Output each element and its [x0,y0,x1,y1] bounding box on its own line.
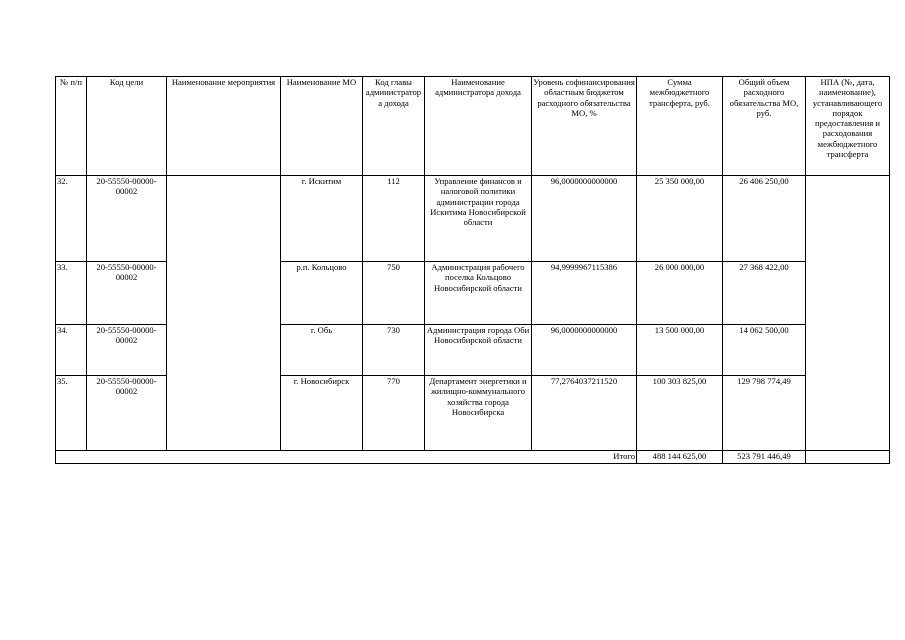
row-admin-name: Управление финансов и налоговой политики администрации города Искитима Новосибирской области [425,176,532,262]
row-total-obligation: 14 062 500,00 [723,325,806,376]
row-goal-code: 20-55550-00000-00002 [87,325,167,376]
header-goal-code: Код цели [87,77,167,176]
row-cofinancing-level: 94,9999967115386 [532,262,637,325]
row-mo-name: г. Искитим [281,176,363,262]
header-legal-act: НПА (№, дата, наименование), устанавливающего порядок предоставления и расходования межбюджетного трансферта [806,77,890,176]
row-mo-name: р.п. Кольцово [281,262,363,325]
row-cofinancing-level: 77,2764037211520 [532,376,637,451]
row-admin-name: Администрация рабочего поселка Кольцово Новосибирской области [425,262,532,325]
row-goal-code: 20-55550-00000-00002 [87,262,167,325]
header-cofinancing-level: Уровень софинансирования областным бюджетом расходного обязательства МО, % [532,77,637,176]
legal-act-cell [806,176,890,451]
row-transfer-amount: 25 350 000,00 [637,176,723,262]
total-obligation: 523 791 446,49 [723,451,806,464]
header-admin-code: Код главы администратора дохода [363,77,425,176]
row-num: 35. [56,376,87,451]
row-mo-name: г. Обь [281,325,363,376]
row-total-obligation: 129 798 774,49 [723,376,806,451]
row-admin-name: Администрация города Оби Новосибирской области [425,325,532,376]
row-admin-code: 770 [363,376,425,451]
total-label: Итого [56,451,637,464]
event-name-cell [167,176,281,451]
row-cofinancing-level: 96,0000000000000 [532,176,637,262]
header-admin-name: Наименование администратора дохода [425,77,532,176]
header-mo-name: Наименование МО [281,77,363,176]
row-transfer-amount: 100 303 825,00 [637,376,723,451]
header-total-obligation: Общий объем расходного обязательства МО, руб. [723,77,806,176]
total-transfer-amount: 488 144 625,00 [637,451,723,464]
row-admin-code: 112 [363,176,425,262]
total-empty-cell [806,451,890,464]
row-num: 32. [56,176,87,262]
row-transfer-amount: 13 500 000,00 [637,325,723,376]
row-goal-code: 20-55550-00000-00002 [87,176,167,262]
transfers-table [55,76,890,464]
table-header-row [56,77,890,176]
row-admin-code: 730 [363,325,425,376]
row-total-obligation: 26 406 250,00 [723,176,806,262]
row-mo-name: г. Новосибирск [281,376,363,451]
row-admin-code: 750 [363,262,425,325]
row-admin-name: Департамент энергетики и жилищно-коммунального хозяйства города Новосибирска [425,376,532,451]
row-num: 34. [56,325,87,376]
header-num: № п/п [56,77,87,176]
table-row [56,176,890,262]
row-cofinancing-level: 96,0000000000000 [532,325,637,376]
header-event-name: Наименование мероприятия [167,77,281,176]
row-total-obligation: 27 368 422,00 [723,262,806,325]
row-num: 33. [56,262,87,325]
row-transfer-amount: 26 000 000,00 [637,262,723,325]
total-row [56,451,890,464]
row-goal-code: 20-55550-00000-00002 [87,376,167,451]
header-transfer-amount: Сумма межбюджетного трансферта, руб. [637,77,723,176]
